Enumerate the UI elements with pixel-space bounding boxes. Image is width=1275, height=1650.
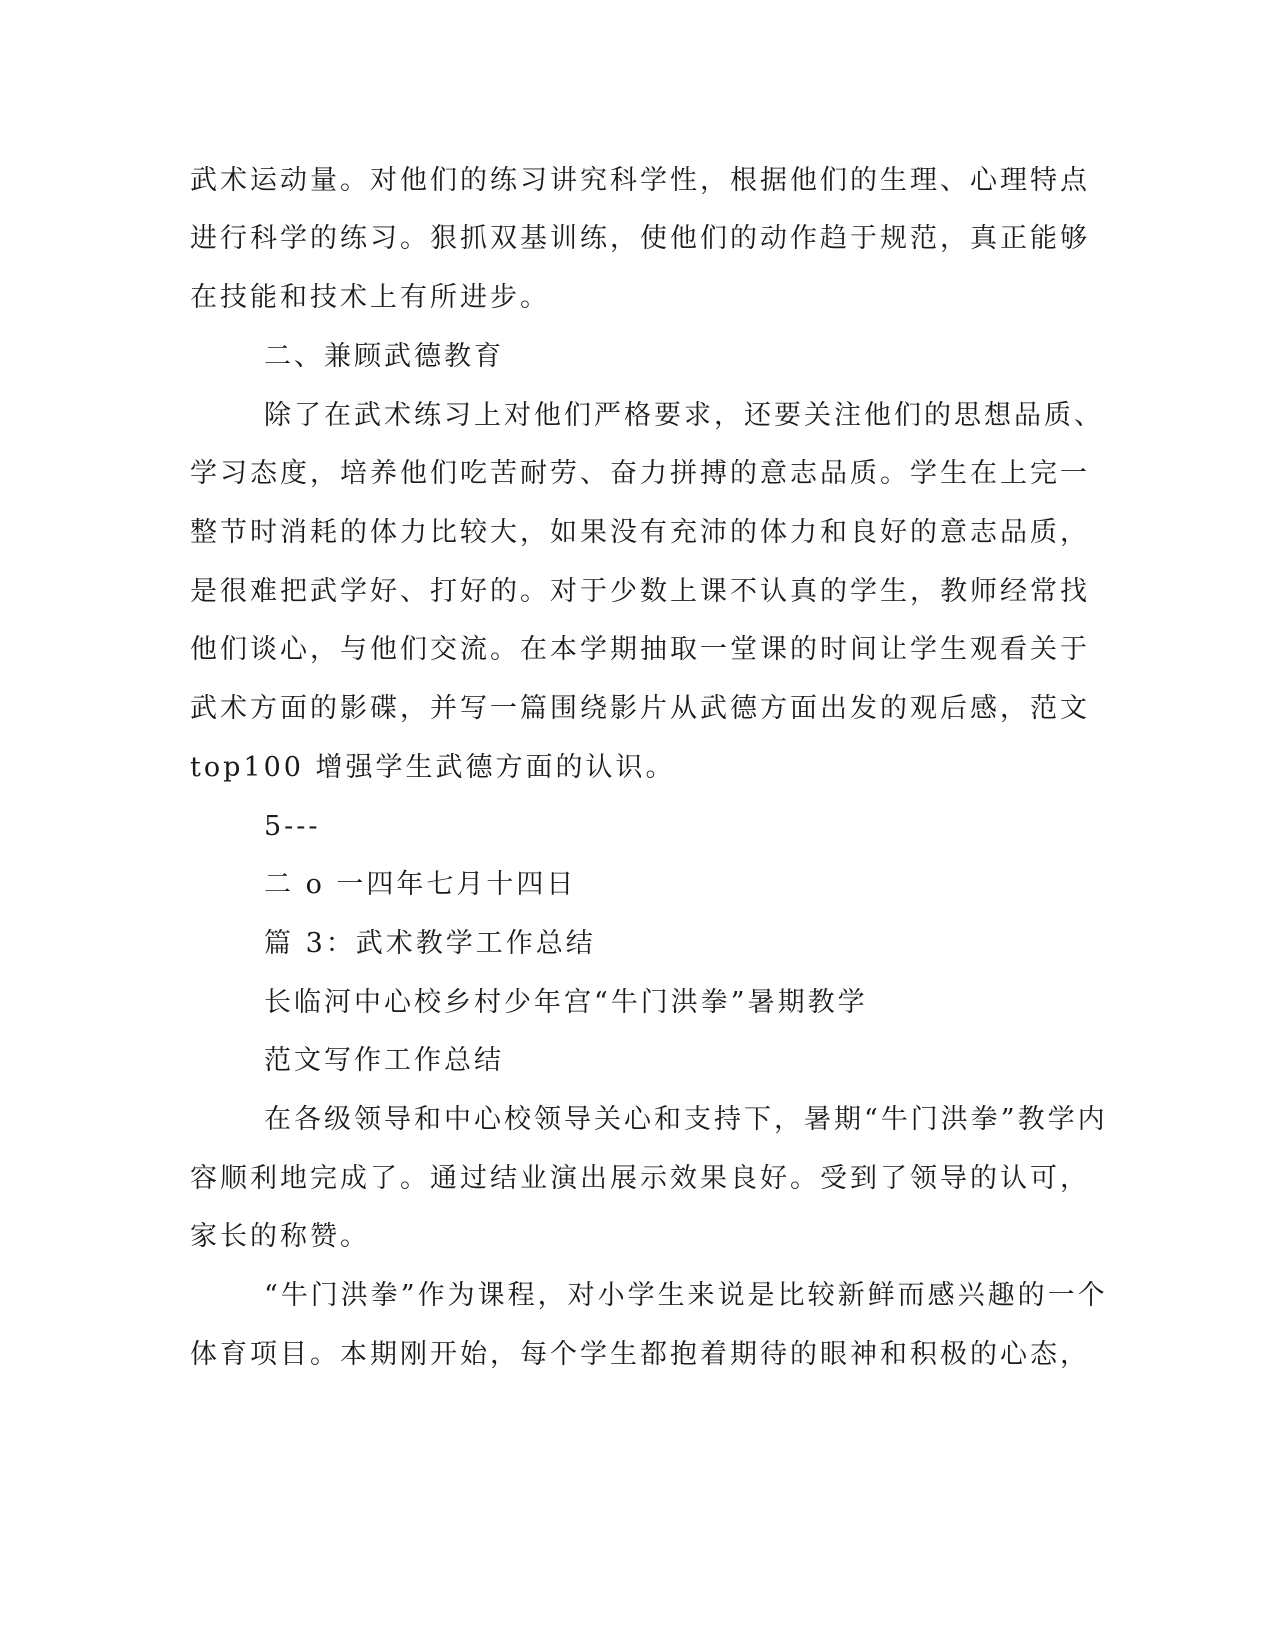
text-line: 是很难把武学好、打好的。对于少数上课不认真的学生，教师经常找 — [190, 576, 1090, 607]
text-line: 武术运动量。对他们的练习讲究科学性，根据他们的生理、心理特点 — [190, 165, 1090, 196]
text-line: 体育项目。本期刚开始，每个学生都抱着期待的眼神和积极的心态， — [190, 1339, 1090, 1370]
text-line: 容顺利地完成了。通过结业演出展示效果良好。受到了领导的认可， — [190, 1163, 1090, 1194]
text-line: “牛门洪拳”作为课程，对小学生来说是比较新鲜而感兴趣的一个 — [264, 1280, 1108, 1311]
section-heading: 篇 3：武术教学工作总结 — [264, 928, 596, 959]
text-line: top100 增强学生武德方面的认识。 — [190, 752, 676, 783]
text-line: 除了在武术练习上对他们严格要求，还要关注他们的思想品质、 — [264, 400, 1104, 431]
subtitle-line: 长临河中心校乡村少年宫“牛门洪拳”暑期教学 — [264, 987, 868, 1018]
subtitle-line: 范文写作工作总结 — [264, 1045, 504, 1076]
text-line: 整节时消耗的体力比较大，如果没有充沛的体力和良好的意志品质， — [190, 517, 1090, 548]
text-line: 在技能和技术上有所进步。 — [190, 282, 550, 313]
text-line: 学习态度，培养他们吃苦耐劳、奋力拼搏的意志品质。学生在上完一 — [190, 458, 1090, 489]
text-line: 家长的称赞。 — [190, 1221, 370, 1252]
page-marker: 5--- — [264, 811, 321, 842]
text-line: 在各级领导和中心校领导关心和支持下，暑期“牛门洪拳”教学内 — [264, 1104, 1108, 1135]
text-line: 他们谈心，与他们交流。在本学期抽取一堂课的时间让学生观看关于 — [190, 634, 1090, 665]
text-line: 进行科学的练习。狠抓双基训练，使他们的动作趋于规范，真正能够 — [190, 223, 1090, 254]
date-line: 二 o 一四年七月十四日 — [264, 869, 577, 900]
text-line: 武术方面的影碟，并写一篇围绕影片从武德方面出发的观后感，范文 — [190, 693, 1090, 724]
section-heading: 二、兼顾武德教育 — [264, 341, 504, 372]
